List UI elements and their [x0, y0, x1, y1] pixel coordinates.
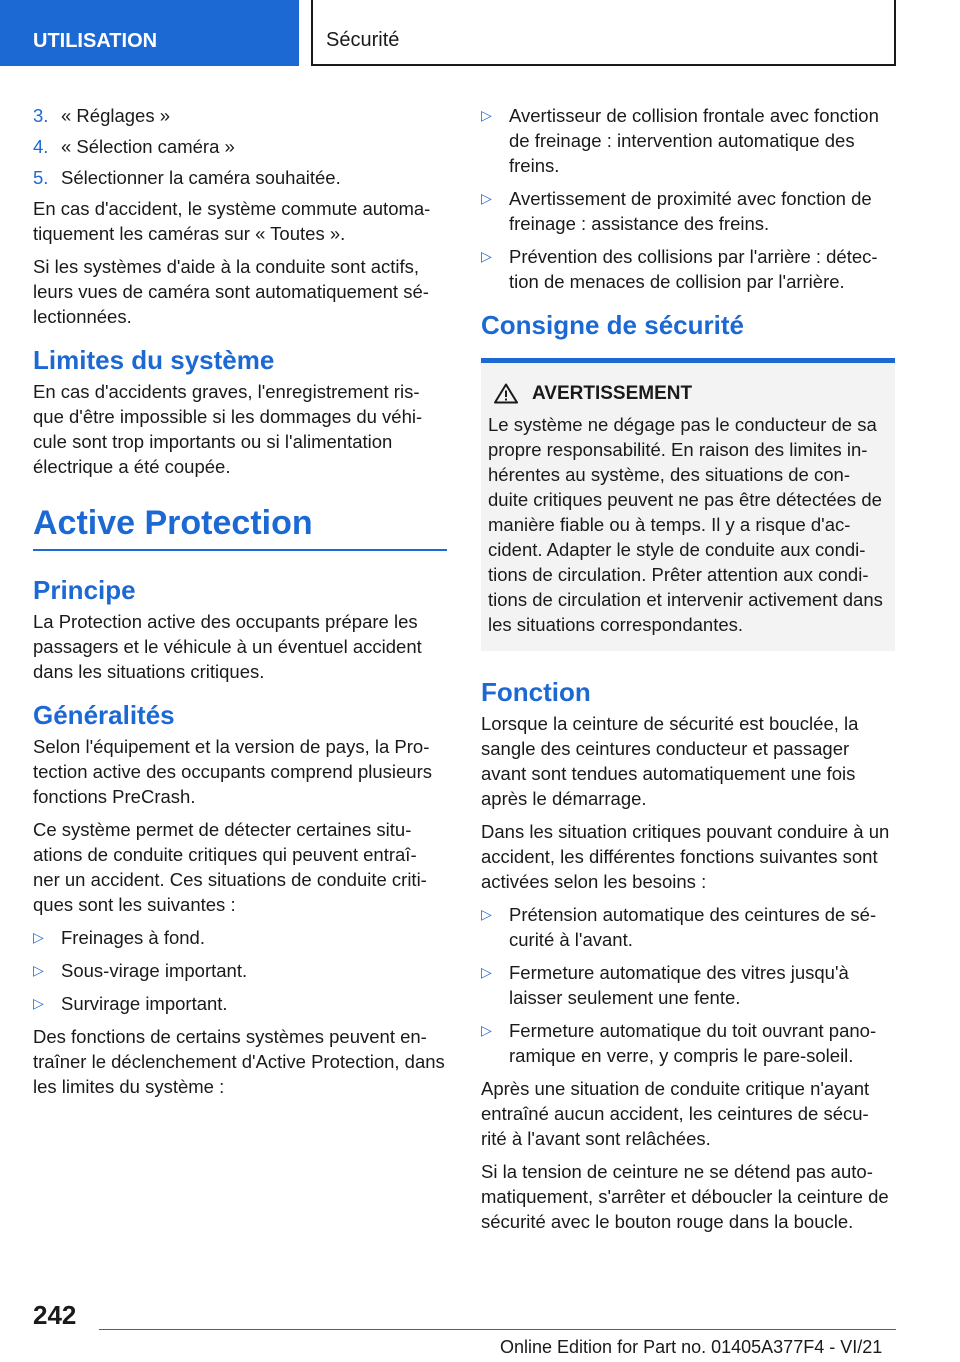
- list-item-text: Prétension automatique des ceintures de sé- curité à l'avant.: [509, 904, 877, 950]
- triangle-bullet-icon: ▷: [33, 995, 44, 1011]
- right-column: [481, 103, 895, 1242]
- step-item: [33, 165, 447, 190]
- heading-limites: Limites du système: [33, 345, 275, 375]
- list-item-text: Fermeture automatique du toit ouvrant pano- ramique en verre, y compris le pare-soleil.: [509, 1020, 877, 1066]
- list-item-text: Fermeture automatique des vitres jusqu'à laisser seulement une fente.: [509, 962, 849, 1008]
- section-tab: UTILISATION: [0, 0, 299, 66]
- step-item: [33, 103, 447, 128]
- paragraph: La Protection active des occupants prépare les passagers et le véhicule à un éventuel accident dans les situations critiques.: [33, 611, 422, 682]
- paragraph: En cas d'accident, le système commute automa- tiquement les caméras sur « Toutes ».: [33, 198, 431, 244]
- paragraph: Après une situation de conduite critique n'ayant entraîné aucun accident, les ceintures de sécu- rité à l'avant sont relâchées.: [481, 1078, 870, 1149]
- list-item: [481, 1018, 895, 1068]
- triangle-bullet-icon: ▷: [481, 248, 492, 264]
- chapter-title: Sécurité: [311, 0, 896, 66]
- paragraph: Lorsque la ceinture de sécurité est bouclée, la sangle des ceintures conducteur et passager avant sont tendues automatiquement une fois après le démarrage.: [481, 713, 859, 809]
- footer-edition: Online Edition for Part no. 01405A377F4 - VI/21: [500, 1337, 883, 1357]
- paragraph: Si la tension de ceinture ne se détend pas auto- matiquement, s'arrêter et déboucler la ceinture de sécurité avec le bouton rouge dans la boucle.: [481, 1161, 889, 1232]
- footer-divider: [99, 1329, 896, 1330]
- list-item: [33, 925, 447, 950]
- list-item: [481, 244, 895, 294]
- step-item: [33, 134, 447, 159]
- paragraph: Ce système permet de détecter certaines situ- ations de conduite critiques qui peuvent entraî- ner un accident. Ces situations de conduite criti- ques sont les suivantes :: [33, 819, 427, 915]
- list-item: [33, 958, 447, 983]
- warning-label: AVERTISSEMENT: [532, 383, 693, 404]
- triangle-bullet-icon: ▷: [481, 906, 492, 922]
- list-item: [481, 103, 895, 178]
- triangle-bullet-icon: ▷: [33, 962, 44, 978]
- list-item-text: Freinages à fond.: [61, 927, 205, 948]
- triangle-bullet-icon: ▷: [33, 929, 44, 945]
- page-number: 242: [33, 1300, 77, 1330]
- step-text: « Sélection caméra »: [61, 136, 235, 157]
- heading-generalites: Généralités: [33, 700, 175, 730]
- list-item-text: Avertissement de proximité avec fonction de freinage : assistance des freins.: [509, 188, 872, 234]
- paragraph: Si les systèmes d'aide à la conduite sont actifs, leurs vues de caméra sont automatiquement sé- lectionnées.: [33, 256, 429, 327]
- warning-header: [488, 381, 887, 406]
- step-text: Sélectionner la caméra souhaitée.: [61, 167, 341, 188]
- paragraph: Dans les situation critiques pouvant conduire à un accident, les différentes fonctions suivantes sont activées selon les besoins :: [481, 821, 890, 892]
- list-item-text: Survirage important.: [61, 993, 228, 1014]
- list-item: [481, 960, 895, 1010]
- triangle-bullet-icon: ▷: [481, 1022, 492, 1038]
- list-item: [481, 186, 895, 236]
- list-item: [481, 902, 895, 952]
- list-item-text: Prévention des collisions par l'arrière : détec- tion de menaces de collision par l'arrière.: [509, 246, 878, 292]
- step-number: 3.: [33, 105, 49, 126]
- triangle-bullet-icon: ▷: [481, 190, 492, 206]
- paragraph: En cas d'accidents graves, l'enregistrement ris- que d'être impossible si les dommages du véhi- cule sont trop importants ou si l'alimentation électrique a été coupée.: [33, 381, 423, 477]
- warning-triangle-icon: [494, 383, 518, 404]
- list-item-text: Avertisseur de collision frontale avec fonction de freinage : intervention automatique des freins.: [509, 105, 879, 176]
- step-number: 4.: [33, 136, 49, 157]
- paragraph: Des fonctions de certains systèmes peuvent en- traîner le déclenchement d'Active Protection, dans les limites du système :: [33, 1026, 445, 1097]
- paragraph: Selon l'équipement et la version de pays, la Pro- tection active des occupants comprend plusieurs fonctions PreCrash.: [33, 736, 432, 807]
- triangle-bullet-icon: ▷: [481, 964, 492, 980]
- step-number: 5.: [33, 167, 49, 188]
- left-column: [33, 103, 447, 1107]
- warning-text: Le système ne dégage pas le conducteur de sa propre responsabilité. En raison des limites in- hérentes au système, des situations de con- duite critiques peuvent ne pas être détectées de manière fiable ou à temps. Il y a risque d'ac- cident. Adapter le style de conduite aux condi- tions de circulation. Prêter attention aux condi- tions de circulation et intervenir activement dans les situations correspondantes.: [488, 414, 883, 635]
- warning-box: [481, 363, 895, 651]
- step-text: « Réglages »: [61, 105, 171, 126]
- triangle-bullet-icon: ▷: [481, 107, 492, 123]
- list-item-text: Sous-virage important.: [61, 960, 248, 981]
- heading-fonction: Fonction: [481, 677, 591, 707]
- heading-consigne: Consigne de sécurité: [481, 310, 744, 340]
- heading-principe: Principe: [33, 575, 136, 605]
- list-item: [33, 991, 447, 1016]
- heading-active-protection: Active Protection: [33, 503, 447, 551]
